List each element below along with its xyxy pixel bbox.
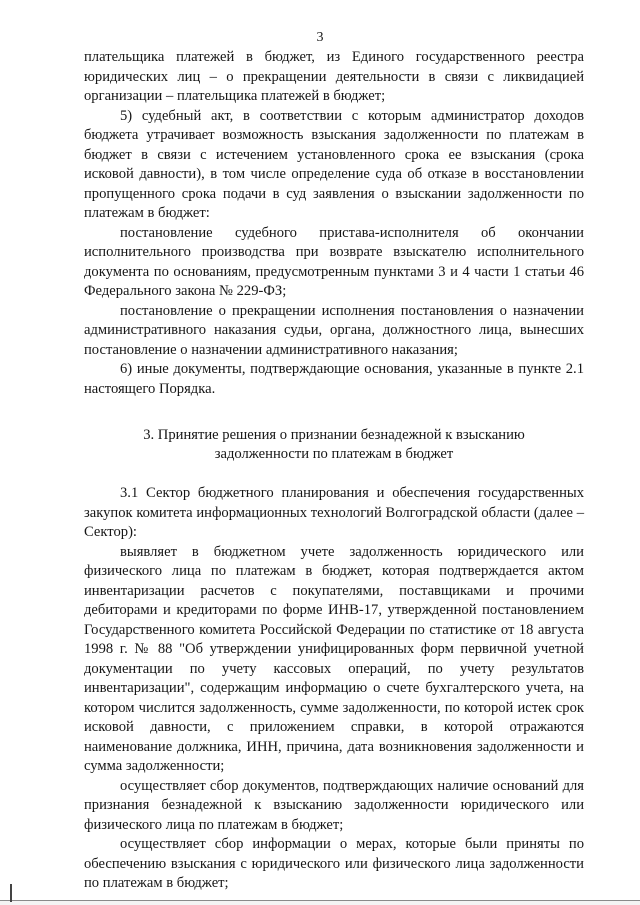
paragraph-item-5: 5) судебный акт, в соответствии с которым администратор доходов бюджета утрачивает возможность взыскания задолженности по платежам в бюджет в связи с истечением установленного срока ее взыскания (срока исковой давности), в том числе определение суда об отказе в восстановлении пропущенного срока подачи в суд заявления о взыскании задолженности по платежам в бюджет:	[84, 107, 584, 221]
paragraph-3-1: 3.1 Сектор бюджетного планирования и обеспечения государственных закупок комитета информационных технологий Волгоградской области (далее – Сектор):	[84, 485, 584, 540]
scan-mark	[10, 884, 12, 902]
section-heading-line-2: задолженности по платежам в бюджет	[214, 445, 454, 462]
paragraph-continuation: плательщика платежей в бюджет, из Единого государственного реестра юридических лиц – о прекращении деятельности в связи с ликвидацией организации – плательщика платежей в бюджет;	[84, 49, 584, 104]
paragraph-item-6: 6) иные документы, подтверждающие основания, указанные в пункте 2.1 настоящего Порядка.	[84, 361, 584, 397]
paragraph-collects-documents: осуществляет сбор документов, подтверждающих наличие оснований для признания безнадежной к взысканию задолженности юридического или физического лица по платежам в бюджет;	[84, 777, 584, 833]
paragraph-identifies-debt: выявляет в бюджетном учете задолженность юридического или физического лица по платежам в бюджет, которая подтверждается актом инвентаризации расчетов с покупателями, поставщиками и прочими дебиторами и кредиторами по форме ИНВ-17, утвержденной постановлением Государственного комитета Российской Федерации по статистике от 18 августа 1998 г. № 88 "Об утверждении унифицированных форм первичной учетной документации по учету кассовых операций, по учету результатов инвентаризации", содержащим информацию о счете бухгалтерского учета, на котором числится задолженность, сумме задолженности, по которой истек срок исковой давности, с приложением справки, в которой отражаются наименование должника, ИНН, причина, дата возникновения задолженности и сумма задолженности;	[84, 543, 584, 774]
page-number: 3	[316, 30, 324, 45]
paragraph-collects-information: осуществляет сбор информации о мерах, которые были приняты по обеспечению взыскания с юридического или физического лица задолженности по платежам в бюджет;	[84, 836, 584, 891]
paragraph-bailiff-resolution: постановление судебного пристава-исполнителя об окончании исполнительного производства при возврате взыскателю исполнительного документа по основаниям, предусмотренным пунктами 3 и 4 части 1 статьи 46 Федерального закона № 229-ФЗ;	[84, 224, 584, 299]
scan-bottom-edge	[0, 900, 640, 905]
section-heading	[84, 426, 584, 463]
section-heading-line-1: 3. Принятие решения о признании безнадежной к взысканию	[143, 427, 525, 443]
document-body	[84, 48, 584, 894]
paragraph-termination-resolution: постановление о прекращении исполнения постановления о назначении административного наказания судьи, органа, должностного лица, вынесших постановление о назначении административного наказания;	[84, 302, 584, 358]
